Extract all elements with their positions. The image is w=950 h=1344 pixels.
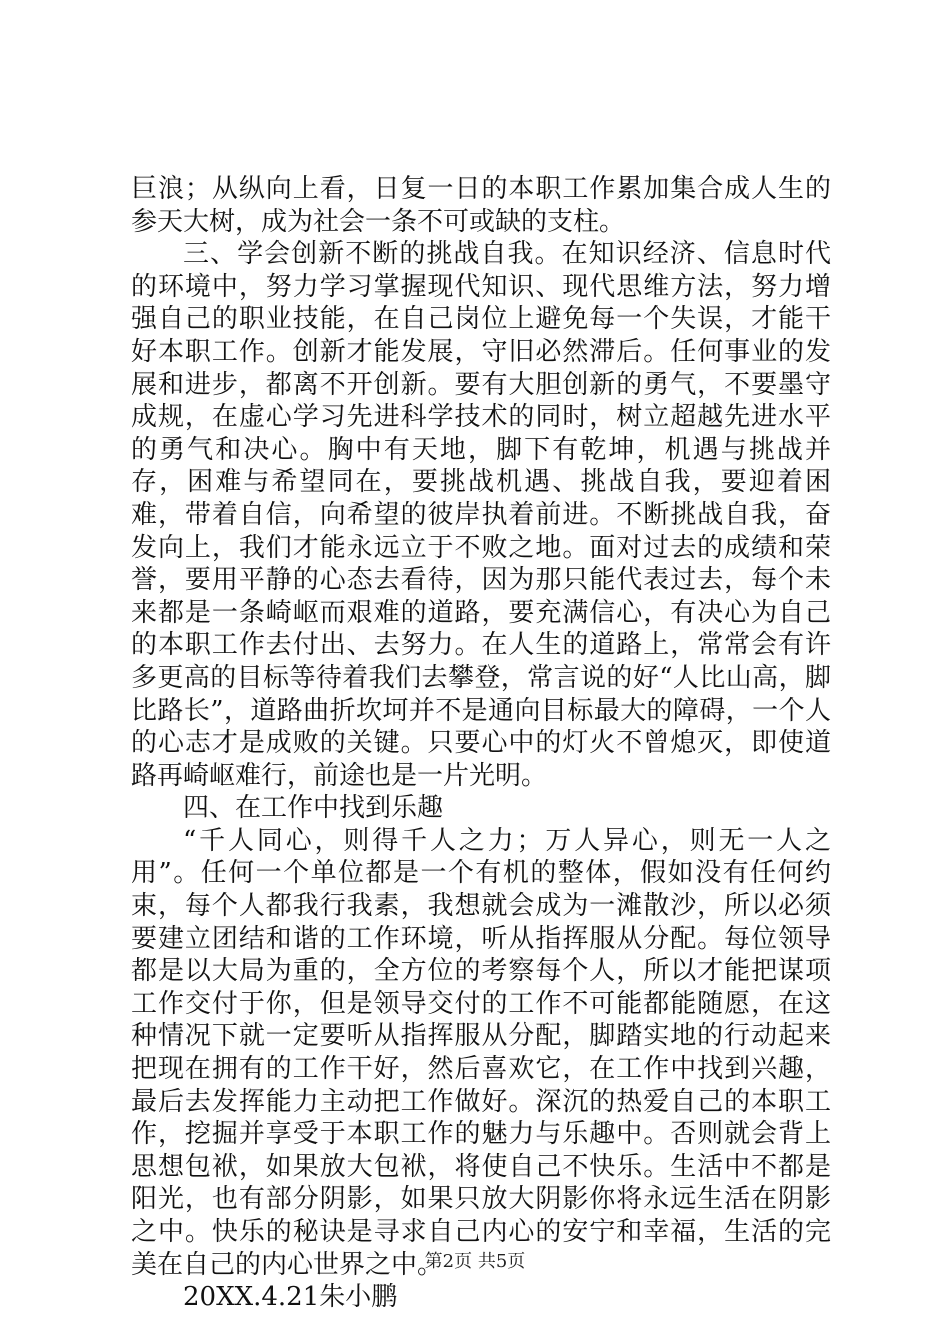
section-heading-four: 四、在工作中找到乐趣 [183,793,444,824]
page-number-footer: 第2页 共5页 [424,1251,526,1272]
document-body [131,173,831,1314]
date-signature: 20XX.4.21朱小鹏 [183,1282,398,1313]
paragraph-section-three: 三、学会创新不断的挑战自我。在知识经济、信息时代的环境中，努力学习掌握现代知识、现代思维方法，努力增强自己的职业技能，在自己岗位上避免每一个失误，才能干好本职工作。创新才能发展，守旧必然滞后。任何事业的发展和进步，都离不开创新。要有大胆创新的勇气，不要墨守成规，在虚心学习先进科学技术的同时，树立超越先进水平的勇气和决心。胸中有天地，脚下有乾坤，机遇与挑战并存，困难与希望同在，要挑战机遇、挑战自我，要迎着困难，带着自信，向希望的彼岸执着前进。不断挑战自我，奋发向上，我们才能永远立于不败之地。面对过去的成绩和荣誉，要用平静的心态去看待，因为那只能代表过去，每个未来都是一条崎岖而艰难的道路，要充满信心，有决心为自己的本职工作去付出、去努力。在人生的道路上，常常会有许多更高的目标等待着我们去攀登，常言说的好“人比山高，脚比路长”，道路曲折坎坷并不是通向目标最大的障碍，一个人的心志才是成败的关键。只要心中的灯火不曾熄灭，即使道路再崎岖难行，前途也是一片光明。 [131,239,831,791]
paragraph-section-four: “千人同心，则得千人之力；万人异心，则无一人之用”。任何一个单位都是一个有机的整体，假如没有任何约束，每个人都我行我素，我想就会成为一滩散沙，所以必须要建立团结和谐的工作环境，听从指挥服从分配。每位领导都是以大局为重的，全方位的考察每个人，所以才能把谋项工作交付于你，但是领导交付的工作不可能都能随愿，在这种情况下就一定要听从指挥服从分配，脚踏实地的行动起来把现在拥有的工作干好，然后喜欢它，在工作中找到兴趣，最后去发挥能力主动把工作做好。深沉的热爱自己的本职工作，挖掘并享受于本职工作的魅力与乐趣中。否则就会背上思想包袱，如果放大包袱，将使自己不快乐。生活中不都是阳光，也有部分阴影，如果只放大阴影你将永远生活在阴影之中。快乐的秘诀是寻求自己内心的安宁和幸福，生活的完美在自己的内心世界之中。 [131,825,831,1280]
paragraph-continuation: 巨浪；从纵向上看，日复一日的本职工作累加集合成人生的参天大树，成为社会一条不可或缺的支柱。 [131,174,831,237]
